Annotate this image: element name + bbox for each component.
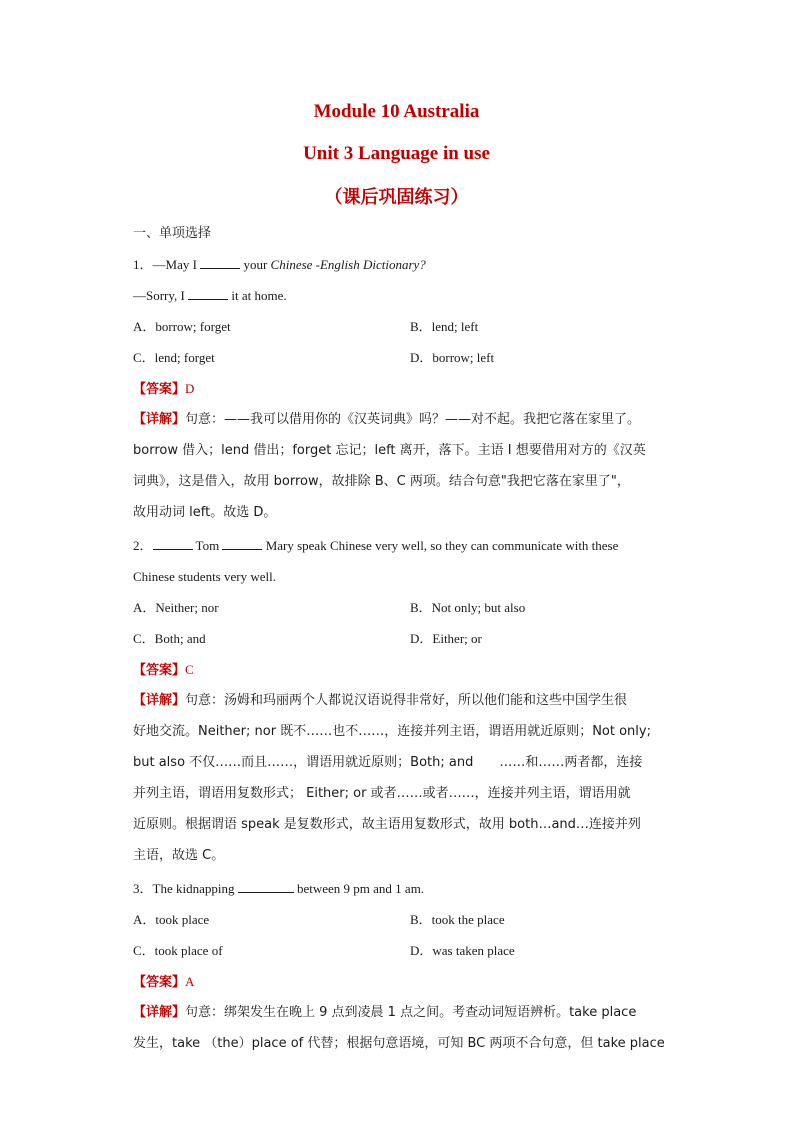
q3-answer: 【答案】A [133,974,195,990]
q2-option-c: C．Both; and [133,631,206,646]
q2-explanation-2: 好地交流。Neither; nor 既不……也不……，连接并列主语，谓语用就近原则；Not only; [133,724,651,739]
q2-explanation-4: 并列主语，谓语用复数形式； Either; or 或者……或者……，连接并列主语，谓语用就 [133,786,631,801]
q1-number: 1． [133,257,153,272]
q1-option-b: B．lend; left [410,319,479,334]
q1-answer: 【答案】D [133,381,195,397]
q3-option-a: A．took place [133,912,210,927]
q3-option-c: C．took place of [133,943,223,958]
q2-option-a: A．Neither; nor [133,600,219,615]
q2-blank1 [153,537,193,550]
q3-blank1 [238,880,294,893]
q3-line1: 3．The kidnapping between 9 pm and 1 am. [133,881,425,896]
q2-explanation-6: 主语，故选 C。 [133,848,225,863]
q1-option-c: C．lend; forget [133,350,215,365]
q2-line1: 2． Tom Mary speak Chinese very well, so they can communicate with these [133,538,619,553]
q1-explanation-2: borrow 借入；lend 借出；forget 忘记；left 离开，落下。主语 I 想要借用对方的《汉英 [133,443,646,458]
q1-explanation-4: 故用动词 left。故选 D。 [133,505,277,520]
q3-number: 3． [133,881,153,896]
q2-option-b: B．Not only; but also [410,600,526,615]
q2-explanation-1: 【详解】句意：汤姆和玛丽两个人都说汉语说得非常好，所以他们能和这些中国学生很 [133,693,628,708]
q1-option-d: D．borrow; left [410,350,495,365]
q1-option-a: A．borrow; forget [133,319,231,334]
q2-option-d: D．Either; or [410,631,482,646]
q2-number: 2． [133,538,153,553]
q1-blank2 [188,287,228,300]
title-unit: Unit 3 Language in use [303,143,490,164]
q3-explanation-1: 【详解】句意：绑架发生在晚上 9 点到凌晨 1 点之间。考查动词短语辨析。take place [133,1005,637,1020]
q1-line1: 1．—May I your Chinese -English Dictionary? [133,257,426,272]
q2-answer: 【答案】C [133,662,194,678]
q1-explanation-1: 【详解】句意：——我可以借用你的《汉英词典》吗？——对不起。我把它落在家里了。 [133,412,641,427]
section-heading: 一、单项选择 [133,226,212,241]
q2-blank2 [222,537,262,550]
q1-explanation-3: 词典》，这是借入，故用 borrow，故排除 B、C 两项。结合句意"我把它落在家里了"， [133,474,630,489]
q3-explanation-2: 发生，take （the）place of 代替；根据句意语境，可知 BC 两项不合句意，但 take place [133,1036,665,1051]
q3-option-b: B．took the place [410,912,505,927]
q2-explanation-5: 近原则。根据谓语 speak 是复数形式，故主语用复数形式，故用 both…and…连接并列 [133,817,641,832]
q2-explanation-3: but also 不仅……而且……，谓语用就近原则；Both; and ……和……两者都，连接 [133,755,643,770]
q3-option-d: D．was taken place [410,943,515,958]
q1-blank1 [200,256,240,269]
q1-line2: —Sorry, I it at home. [133,288,287,303]
q2-line2: Chinese students very well. [133,569,276,584]
title-module: Module 10 Australia [313,101,480,122]
title-subtitle: （课后巩固练习） [324,187,469,208]
